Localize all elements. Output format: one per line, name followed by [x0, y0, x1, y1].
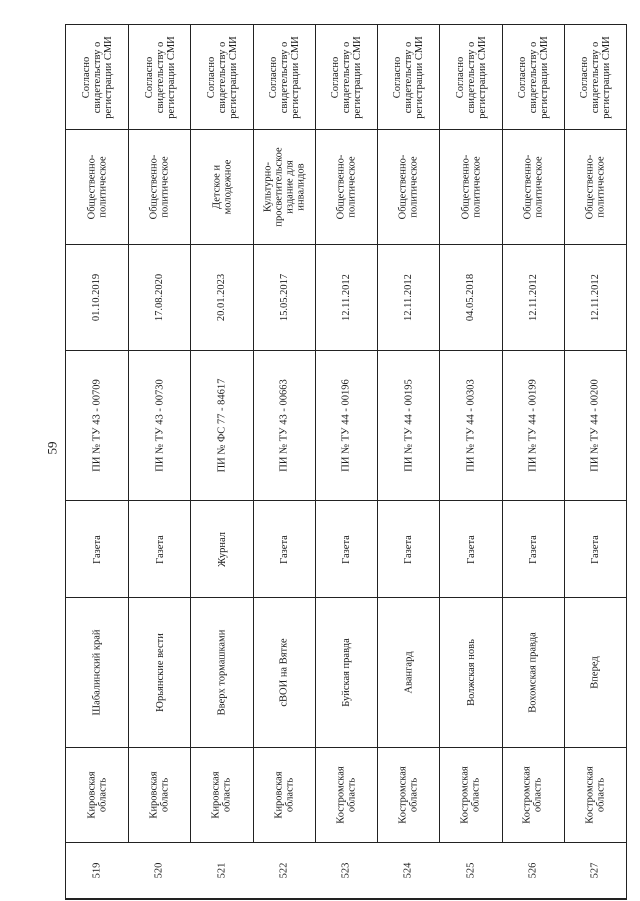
basis-cell: [502, 25, 564, 130]
topic-cell-line: политическое: [97, 156, 109, 218]
region-cell-line: Костромская: [584, 766, 596, 824]
type-cell-line: Газета: [278, 534, 290, 564]
topic-cell-line: политическое: [595, 156, 607, 218]
table-row: [377, 25, 439, 899]
region-cell-line: Кировская: [273, 771, 285, 819]
title-cell-line: Шабалинский край: [91, 629, 103, 716]
region-cell: [377, 748, 439, 843]
region-cell: [439, 748, 501, 843]
table-row: [315, 25, 377, 899]
reg-number-cell-line: ПИ № ТУ 44 - 00196: [340, 379, 352, 472]
basis-cell-line: регистрации СМИ: [600, 35, 612, 119]
topic-cell: [315, 130, 377, 245]
type-cell: [66, 501, 128, 598]
date-cell: [128, 245, 190, 351]
date-cell: [502, 245, 564, 351]
row-number-line: 521: [216, 862, 228, 879]
region-cell: [190, 748, 252, 843]
date-cell: [315, 245, 377, 351]
row-number: [315, 843, 377, 899]
reg-number-cell-line: ПИ № ФС 77 - 84617: [216, 378, 228, 473]
region-cell: [128, 748, 190, 843]
basis-cell-line: свидетельству о: [154, 41, 166, 113]
row-number-line: 522: [278, 862, 290, 879]
basis-cell-line: регистрации СМИ: [351, 35, 363, 119]
table-row: [253, 25, 315, 899]
type-cell: [253, 501, 315, 598]
table-row: [564, 25, 626, 899]
title-cell-line: сВОИ на Вятке: [278, 638, 290, 707]
date-cell: [190, 245, 252, 351]
basis-cell-line: Согласно: [205, 56, 217, 98]
basis-cell: [128, 25, 190, 130]
topic-cell-line: Общественно-: [459, 154, 471, 220]
table-row: [66, 25, 128, 899]
row-number-line: 520: [153, 862, 165, 879]
reg-number-cell: [190, 351, 252, 501]
region-cell-line: Костромская: [397, 766, 409, 824]
topic-cell-line: Общественно-: [584, 154, 596, 220]
basis-cell-line: регистрации СМИ: [414, 35, 426, 119]
row-number-line: 519: [91, 862, 103, 879]
region-cell-line: область: [284, 777, 296, 813]
media-registry-table: [65, 24, 627, 900]
row-number-line: 526: [527, 862, 539, 879]
region-cell: [253, 748, 315, 843]
topic-cell-line: Общественно-: [148, 154, 160, 220]
topic-cell: [564, 130, 626, 245]
region-cell-line: область: [159, 777, 171, 813]
basis-cell: [190, 25, 252, 130]
date-cell-line: 12.11.2012: [403, 274, 415, 321]
topic-cell-line: молодежное: [222, 159, 234, 215]
type-cell-line: Журнал: [216, 531, 228, 567]
basis-cell-line: регистрации СМИ: [476, 35, 488, 119]
basis-cell-line: Согласно: [329, 56, 341, 98]
title-cell: [128, 598, 190, 748]
basis-cell-line: свидетельству о: [91, 41, 103, 113]
date-cell: [253, 245, 315, 351]
type-cell: [315, 501, 377, 598]
basis-cell-line: Согласно: [454, 56, 466, 98]
topic-cell-line: Детское и: [211, 164, 223, 210]
topic-cell-line: Общественно-: [335, 154, 347, 220]
region-cell-line: область: [97, 777, 109, 813]
basis-cell-line: регистрации СМИ: [289, 35, 301, 119]
topic-cell-line: политическое: [159, 156, 171, 218]
topic-cell-line: Общественно-: [397, 154, 409, 220]
table-row: [502, 25, 564, 899]
basis-cell-line: регистрации СМИ: [227, 35, 239, 119]
title-cell-line: Юрьянские вести: [154, 633, 166, 712]
region-cell-line: Костромская: [459, 766, 471, 824]
title-cell: [315, 598, 377, 748]
row-number-line: 524: [402, 862, 414, 879]
topic-cell: [502, 130, 564, 245]
basis-cell-line: свидетельству о: [589, 41, 601, 113]
region-cell-line: Кировская: [211, 771, 223, 819]
title-cell: [439, 598, 501, 748]
type-cell-line: Газета: [91, 534, 103, 564]
date-cell-line: 20.01.2023: [216, 273, 228, 322]
row-number-line: 525: [464, 862, 476, 879]
date-cell-line: 04.05.2018: [465, 273, 477, 322]
type-cell: [128, 501, 190, 598]
title-cell: [564, 598, 626, 748]
basis-cell-line: Согласно: [578, 56, 590, 98]
row-number: [439, 843, 501, 899]
basis-cell-line: регистрации СМИ: [538, 35, 550, 119]
date-cell: [66, 245, 128, 351]
basis-cell-line: регистрации СМИ: [102, 35, 114, 119]
type-cell: [439, 501, 501, 598]
type-cell-line: Газета: [527, 534, 539, 564]
type-cell: [564, 501, 626, 598]
basis-cell-line: свидетельству о: [527, 41, 539, 113]
type-cell: [377, 501, 439, 598]
reg-number-cell: [253, 351, 315, 501]
basis-cell-line: Согласно: [143, 56, 155, 98]
date-cell-line: 12.11.2012: [340, 274, 352, 321]
topic-cell-line: Общественно-: [86, 154, 98, 220]
reg-number-cell-line: ПИ № ТУ 43 - 00663: [278, 379, 290, 472]
region-cell-line: Кировская: [148, 771, 160, 819]
region-cell-line: область: [408, 777, 420, 813]
date-cell-line: 15.05.2017: [278, 273, 290, 322]
date-cell: [439, 245, 501, 351]
reg-number-cell-line: ПИ № ТУ 44 - 00303: [465, 379, 477, 472]
title-cell-line: Вперед: [589, 656, 601, 689]
region-cell: [564, 748, 626, 843]
title-cell: [502, 598, 564, 748]
reg-number-cell-line: ПИ № ТУ 43 - 00709: [91, 379, 103, 472]
topic-cell: [66, 130, 128, 245]
date-cell: [377, 245, 439, 351]
topic-cell-line: издание для: [284, 160, 296, 214]
date-cell-line: 12.11.2012: [589, 274, 601, 321]
basis-cell-line: свидетельству о: [403, 41, 415, 113]
topic-cell: [439, 130, 501, 245]
reg-number-cell: [377, 351, 439, 501]
type-cell-line: Газета: [589, 534, 601, 564]
topic-cell: [190, 130, 252, 245]
type-cell: [190, 501, 252, 598]
title-cell: [377, 598, 439, 748]
basis-cell-line: Согласно: [267, 56, 279, 98]
region-cell-line: область: [346, 777, 358, 813]
topic-cell-line: Культурно-: [262, 162, 274, 212]
topic-cell-line: инвалидов: [295, 163, 307, 211]
basis-cell: [253, 25, 315, 130]
type-cell-line: Газета: [403, 534, 415, 564]
row-number: [190, 843, 252, 899]
region-cell-line: область: [595, 777, 607, 813]
type-cell-line: Газета: [340, 534, 352, 564]
basis-cell-line: свидетельству о: [278, 41, 290, 113]
region-cell-line: Кировская: [86, 771, 98, 819]
reg-number-cell: [315, 351, 377, 501]
row-number: [66, 843, 128, 899]
date-cell: [564, 245, 626, 351]
reg-number-cell-line: ПИ № ТУ 43 - 00730: [154, 379, 166, 472]
reg-number-cell-line: ПИ № ТУ 44 - 00200: [589, 379, 601, 472]
row-number: [128, 843, 190, 899]
row-number-line: 523: [340, 862, 352, 879]
page-number: 59: [44, 441, 60, 455]
region-cell-line: Костромская: [522, 766, 534, 824]
topic-cell-line: Общественно-: [522, 154, 534, 220]
reg-number-cell: [128, 351, 190, 501]
region-cell: [502, 748, 564, 843]
row-number: [253, 843, 315, 899]
region-cell: [315, 748, 377, 843]
region-cell-line: область: [533, 777, 545, 813]
type-cell-line: Газета: [154, 534, 166, 564]
title-cell-line: Буйская правда: [340, 638, 352, 707]
date-cell-line: 01.10.2019: [91, 273, 103, 322]
title-cell-line: Вохомская правда: [527, 632, 539, 713]
title-cell-line: Волжская новь: [465, 639, 477, 706]
basis-cell-line: Согласно: [392, 56, 404, 98]
type-cell: [502, 501, 564, 598]
reg-number-cell-line: ПИ № ТУ 44 - 00195: [403, 379, 415, 472]
date-cell-line: 12.11.2012: [527, 274, 539, 321]
basis-cell-line: Согласно: [516, 56, 528, 98]
title-cell: [66, 598, 128, 748]
basis-cell-line: регистрации СМИ: [165, 35, 177, 119]
topic-cell-line: просветительское: [273, 147, 285, 227]
title-cell: [253, 598, 315, 748]
topic-cell: [128, 130, 190, 245]
reg-number-cell: [502, 351, 564, 501]
reg-number-cell: [439, 351, 501, 501]
title-cell: [190, 598, 252, 748]
table-row: [439, 25, 501, 899]
table-row: [128, 25, 190, 899]
row-number: [377, 843, 439, 899]
topic-cell: [253, 130, 315, 245]
row-number-line: 527: [589, 862, 601, 879]
basis-cell: [439, 25, 501, 130]
row-number: [502, 843, 564, 899]
type-cell-line: Газета: [465, 534, 477, 564]
topic-cell-line: политическое: [470, 156, 482, 218]
basis-cell-line: свидетельству о: [216, 41, 228, 113]
topic-cell-line: политическое: [408, 156, 420, 218]
table-row: [190, 25, 252, 899]
region-cell-line: Костромская: [335, 766, 347, 824]
date-cell-line: 17.08.2020: [154, 273, 166, 322]
basis-cell-line: свидетельству о: [465, 41, 477, 113]
region-cell: [66, 748, 128, 843]
topic-cell-line: политическое: [533, 156, 545, 218]
reg-number-cell: [66, 351, 128, 501]
reg-number-cell-line: ПИ № ТУ 44 - 00199: [527, 379, 539, 472]
region-cell-line: область: [222, 777, 234, 813]
region-cell-line: область: [470, 777, 482, 813]
basis-cell: [564, 25, 626, 130]
title-cell-line: Авангард: [403, 651, 415, 694]
topic-cell-line: политическое: [346, 156, 358, 218]
basis-cell: [66, 25, 128, 130]
basis-cell: [315, 25, 377, 130]
title-cell-line: Вверх тормашками: [216, 629, 228, 716]
basis-cell-line: свидетельству о: [340, 41, 352, 113]
row-number: [564, 843, 626, 899]
topic-cell: [377, 130, 439, 245]
basis-cell-line: Согласно: [80, 56, 92, 98]
reg-number-cell: [564, 351, 626, 501]
basis-cell: [377, 25, 439, 130]
